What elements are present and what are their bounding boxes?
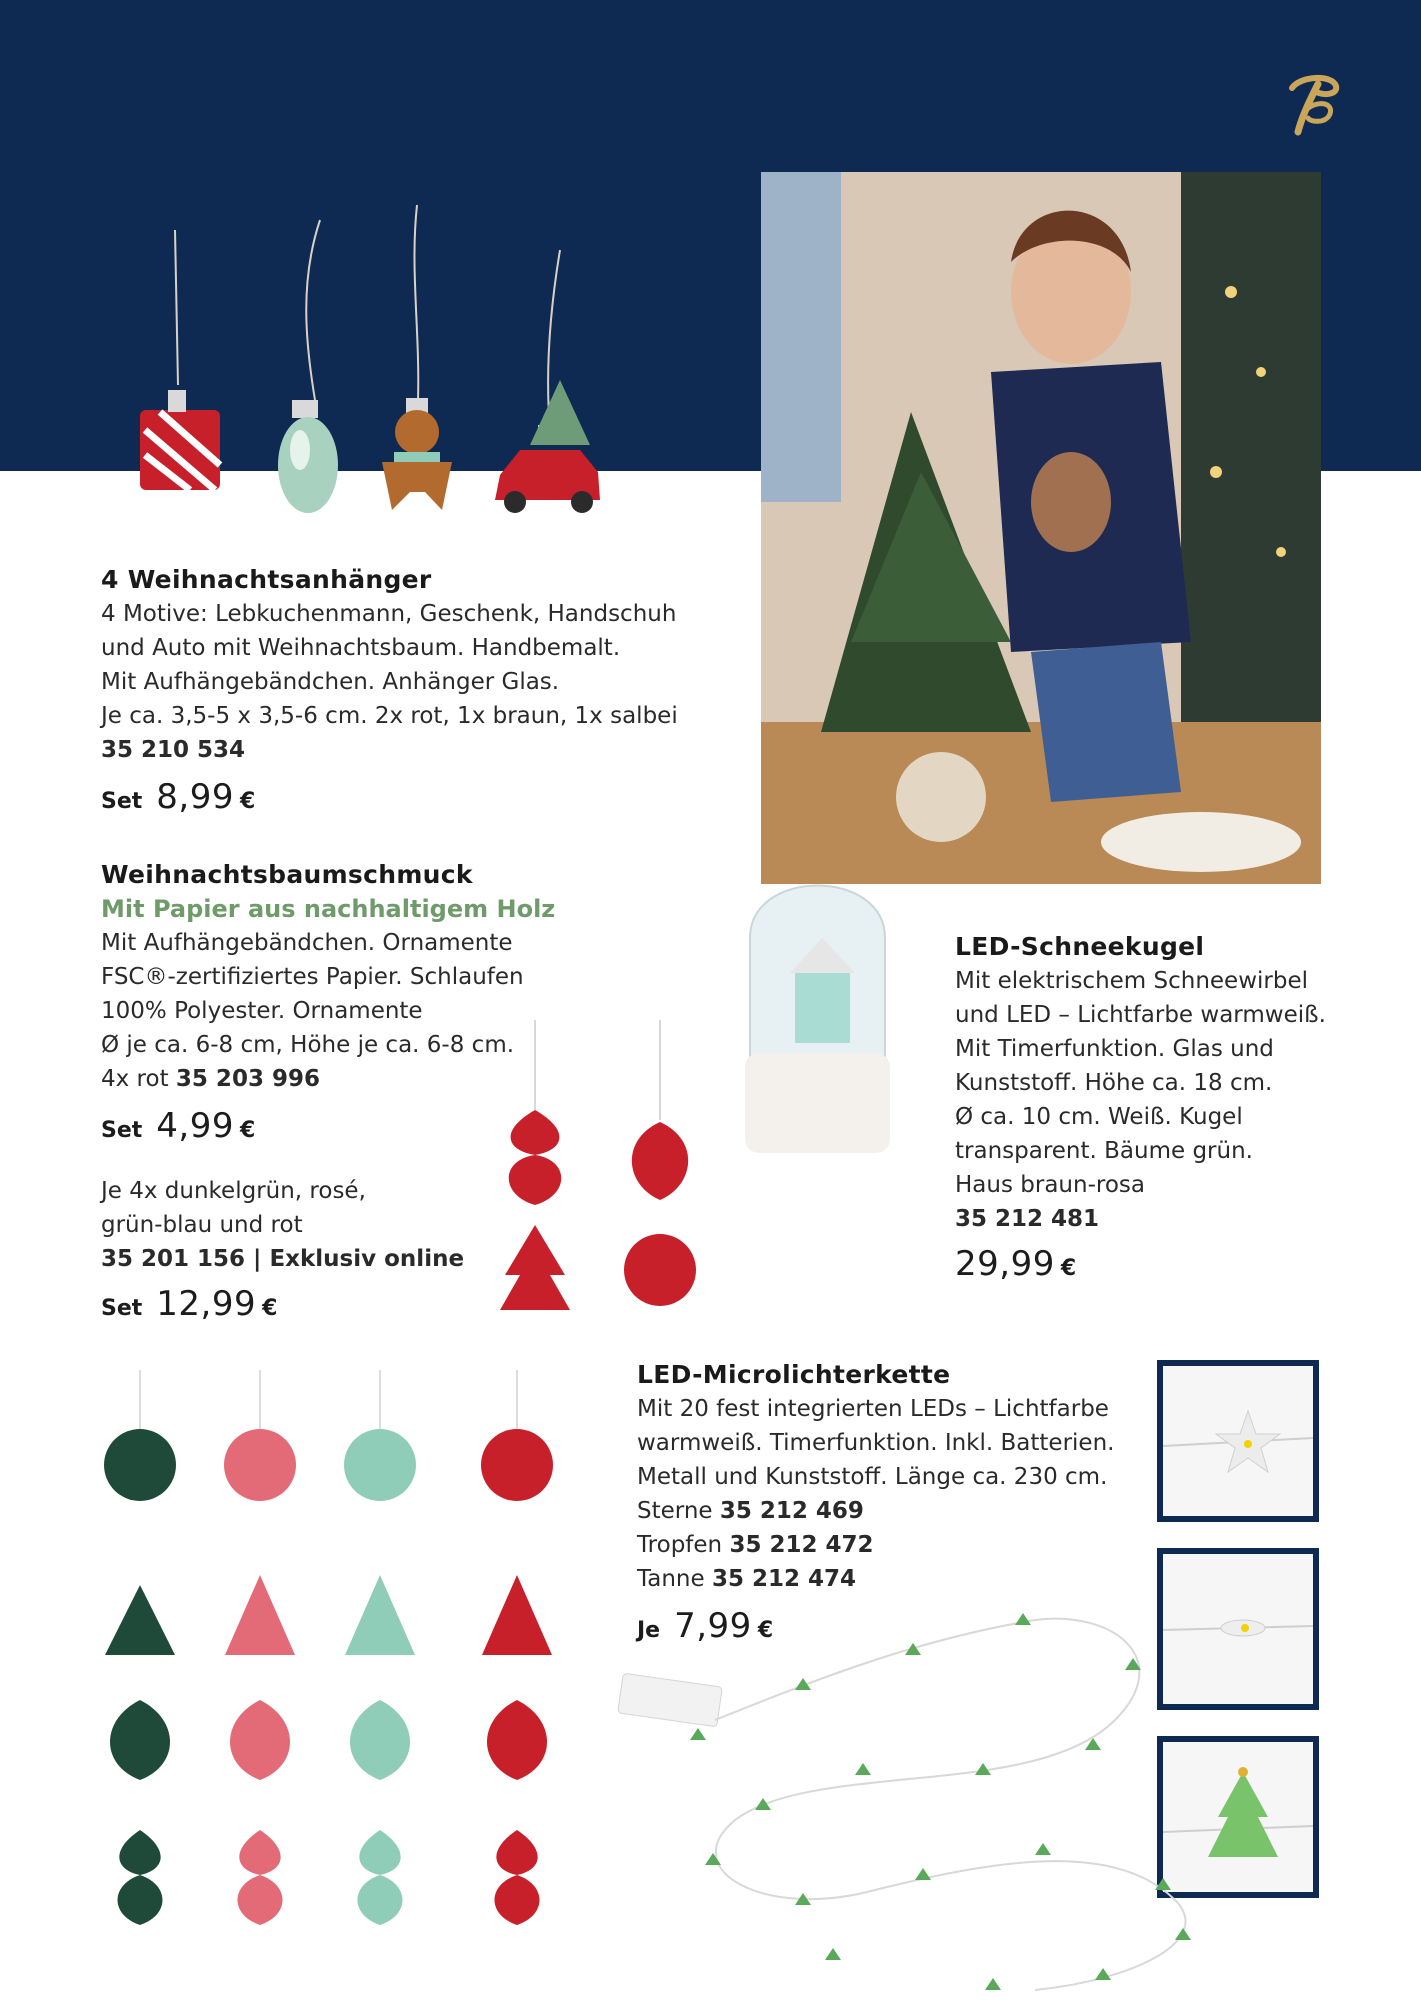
article-number: 35 212 472 [729, 1532, 874, 1558]
description-line: Metall und Kunststoff. Länge ca. 230 cm. [637, 1464, 1108, 1490]
article-number: 35 212 474 [711, 1566, 857, 1592]
snow-globe-image [735, 858, 900, 1158]
article-number: 35 203 996 [175, 1066, 320, 1092]
product-description [955, 964, 1335, 1236]
price-value: 8,99 [156, 777, 234, 817]
description-line: Mit 20 fest integrierten LEDs – Lichtfarbe [637, 1396, 1109, 1422]
glass-ornaments-image [120, 200, 630, 530]
description-line: 100% Polyester. Ornamente [101, 998, 423, 1024]
product-description [637, 1392, 1157, 1596]
description-line: grün-blau und rot [101, 1212, 303, 1238]
price [955, 1244, 1335, 1284]
price-value: 4,99 [156, 1106, 234, 1146]
product-subtitle: Mit Papier aus nachhaltigem Holz [101, 895, 556, 923]
article-number: 35 212 469 [719, 1498, 864, 1524]
variant-line [637, 1562, 1157, 1596]
price-unit: Je [637, 1618, 661, 1643]
price-unit: Set [101, 1118, 143, 1143]
currency: € [1060, 1256, 1077, 1281]
description-line: Mit Aufhängebändchen. Anhänger Glas. [101, 669, 560, 695]
product-title: LED-Schneekugel [955, 932, 1205, 961]
description-line: 4 Motive: Lebkuchenmann, Geschenk, Handschuh [101, 601, 677, 627]
description-line: Ø je ca. 6-8 cm, Höhe je ca. 6-8 cm. [101, 1032, 515, 1058]
thumbnail-star-variant [1157, 1360, 1319, 1522]
product-title: LED-Microlichterkette [637, 1360, 951, 1389]
article-number: 35 210 534 [101, 737, 246, 763]
article-number: 35 201 156 | Exklusiv online [101, 1246, 465, 1272]
paper-ornaments-collection-image [95, 1370, 565, 1930]
price-unit: Set [101, 1296, 143, 1321]
description-line: Ø ca. 10 cm. Weiß. Kugel [955, 1104, 1243, 1130]
variant-label: Tropfen [637, 1532, 723, 1558]
description-line: warmweiß. Timerfunktion. Inkl. Batterien. [637, 1430, 1115, 1456]
currency: € [240, 789, 256, 814]
price-value: 7,99 [674, 1606, 752, 1646]
red-paper-ornaments-image [490, 1010, 710, 1340]
description-line: Kunststoff. Höhe ca. 18 cm. [955, 1070, 1273, 1096]
variant-label: Tanne [637, 1566, 705, 1592]
variant-label: Sterne [637, 1498, 713, 1524]
product-title: 4 Weihnachtsanhänger [101, 565, 432, 594]
variant-line [637, 1494, 1157, 1528]
light-chain-image [615, 1600, 1235, 2000]
currency: € [757, 1618, 774, 1643]
description-line: und LED – Lichtfarbe warmweiß. [955, 1002, 1326, 1028]
description-line: Je ca. 3,5-5 x 3,5-6 cm. 2x rot, 1x braun, 1x salbei [101, 703, 678, 729]
currency: € [240, 1118, 256, 1143]
price-value: 12,99 [156, 1284, 257, 1324]
child-decorating-photo [761, 172, 1321, 884]
description-line: FSC®-zertifiziertes Papier. Schlaufen [101, 964, 524, 990]
currency: € [262, 1296, 278, 1321]
description-line: Mit elektrischem Schneewirbel [955, 968, 1309, 994]
price-unit: Set [101, 789, 143, 814]
description-line: Mit Timerfunktion. Glas und [955, 1036, 1274, 1062]
price-value: 29,99 [955, 1244, 1055, 1284]
product-description [101, 597, 701, 767]
product-title: Weihnachtsbaumschmuck [101, 860, 473, 889]
description-line: transparent. Bäume grün. [955, 1138, 1253, 1164]
tchibo-logo-icon [1282, 70, 1342, 138]
variant-line [637, 1528, 1157, 1562]
star-light-icon [1163, 1366, 1313, 1516]
description-line: Je 4x dunkelgrün, rosé, [101, 1178, 366, 1204]
description-line: Mit Aufhängebändchen. Ornamente [101, 930, 513, 956]
variant-label: 4x rot [101, 1066, 169, 1092]
description-line: und Auto mit Weihnachtsbaum. Handbemalt. [101, 635, 621, 661]
price [101, 777, 701, 817]
description-line: Haus braun-rosa [955, 1172, 1145, 1198]
photo-illustration [761, 172, 1321, 884]
article-number: 35 212 481 [955, 1206, 1100, 1232]
